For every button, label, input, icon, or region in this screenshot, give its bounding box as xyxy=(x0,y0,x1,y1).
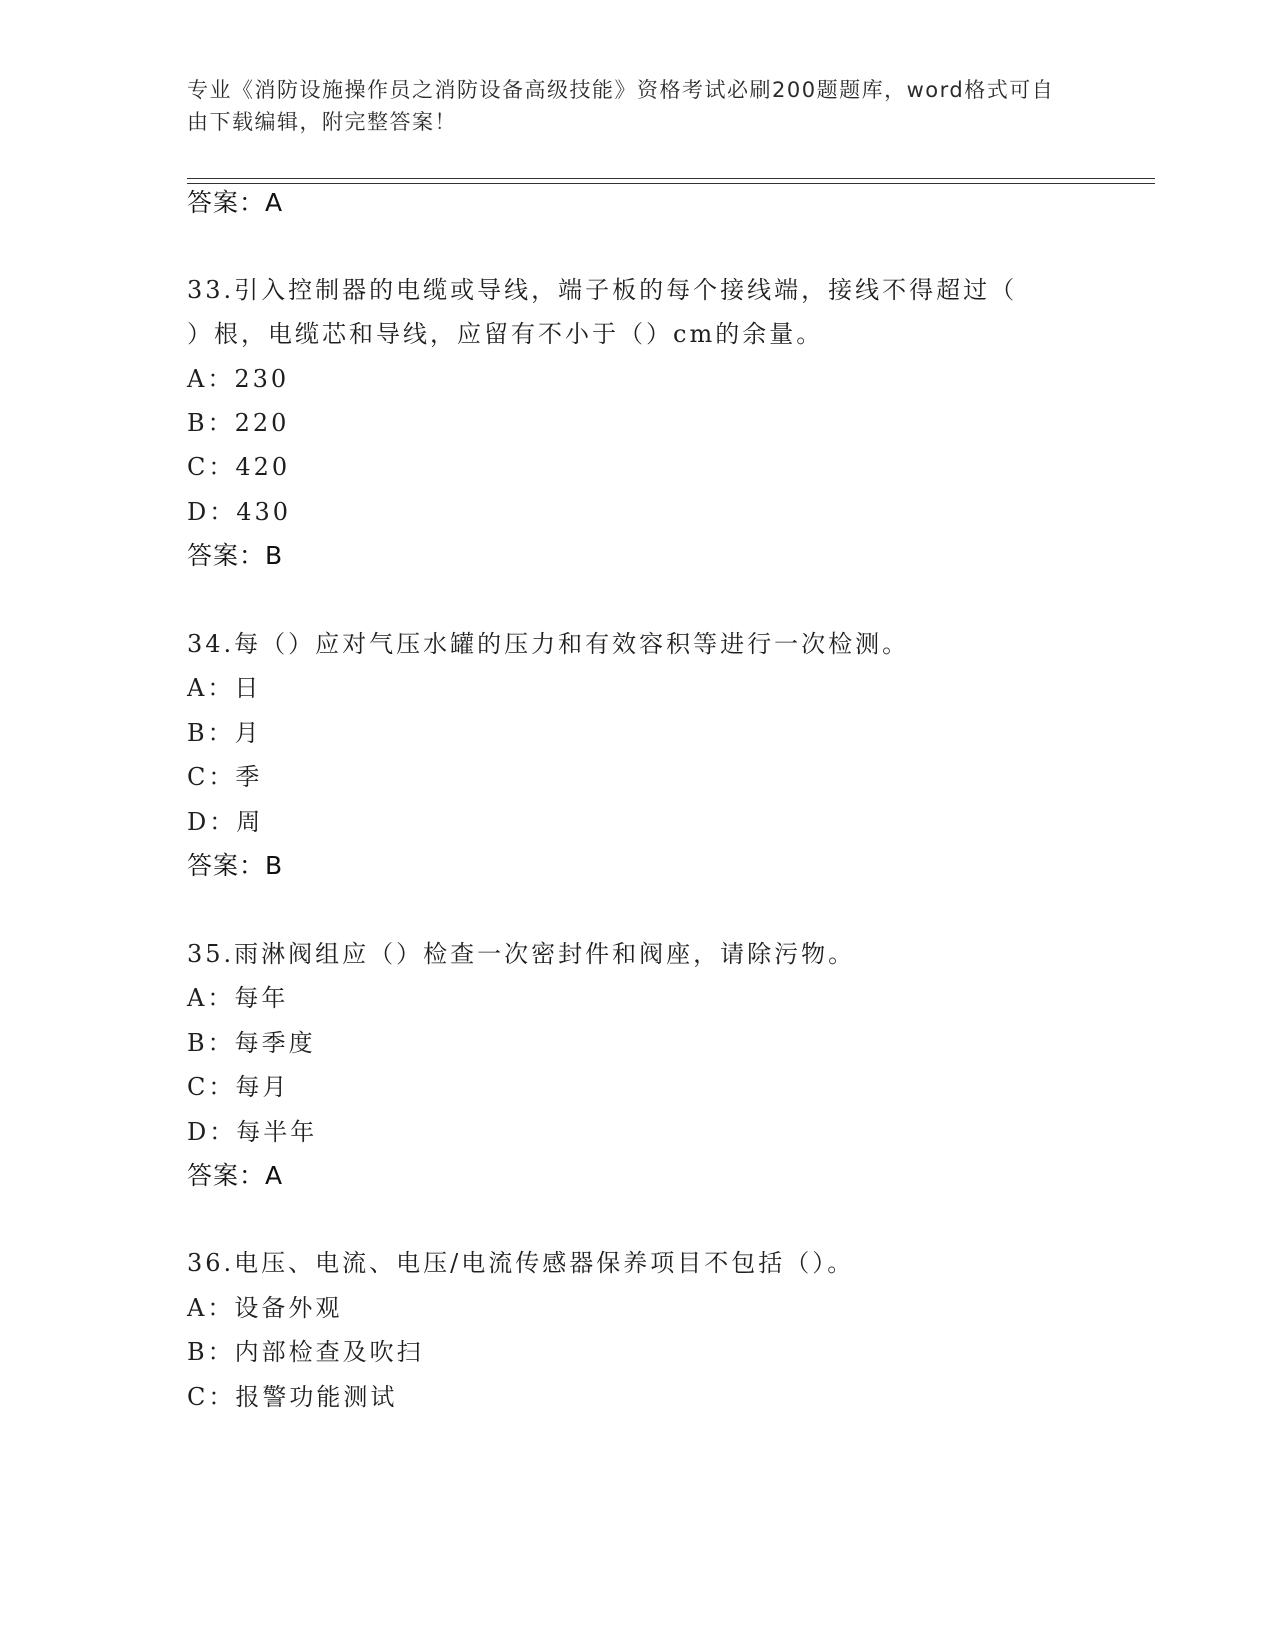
question-36-option-c: C：报警功能测试 xyxy=(187,1383,398,1411)
question-33-option-a: A：230 xyxy=(187,365,290,393)
question-35-answer: 答案：A xyxy=(187,1161,284,1190)
question-33-answer: 答案：B xyxy=(187,541,284,570)
question-33-option-c: C：420 xyxy=(187,453,291,481)
header-divider-bottom xyxy=(187,183,1155,184)
question-33-option-d: D：430 xyxy=(187,498,292,526)
question-36-stem: 36.电压、电流、电压/电流传感器保养项目不包括（）。 xyxy=(187,1249,855,1277)
question-35-option-c: C：每月 xyxy=(187,1073,290,1101)
question-35-option-d: D：每半年 xyxy=(187,1118,318,1146)
question-36-option-b: B：内部检查及吹扫 xyxy=(187,1338,424,1366)
question-35-option-b: B：每季度 xyxy=(187,1029,316,1057)
question-36-option-a: A：设备外观 xyxy=(187,1294,343,1322)
question-35-stem: 35.雨淋阀组应（）检查一次密封件和阀座，请除污物。 xyxy=(187,940,856,968)
question-33-option-b: B：220 xyxy=(187,409,290,437)
question-34-option-d: D：周 xyxy=(187,808,264,836)
question-34-option-c: C：季 xyxy=(187,763,263,791)
document-header: 专业《消防设施操作员之消防设备高级技能》资格考试必刷200题题库，word格式可自由下载编辑，附完整答案！ xyxy=(187,78,1055,134)
question-34-stem: 34.每（）应对气压水罐的压力和有效容积等进行一次检测。 xyxy=(187,630,910,658)
header-divider-top xyxy=(187,178,1155,179)
question-34-option-a: A：日 xyxy=(187,674,262,702)
question-34-answer: 答案：B xyxy=(187,851,284,880)
question-35-option-a: A：每年 xyxy=(187,984,289,1012)
answer-label: 答案：A xyxy=(187,188,284,217)
question-33-stem-cont: ）根，电缆芯和导线，应留有不小于（）cm的余量。 xyxy=(187,320,824,348)
question-34-option-b: B：月 xyxy=(187,719,262,747)
question-33-stem: 33.引入控制器的电缆或导线，端子板的每个接线端，接线不得超过（ xyxy=(187,276,1018,304)
